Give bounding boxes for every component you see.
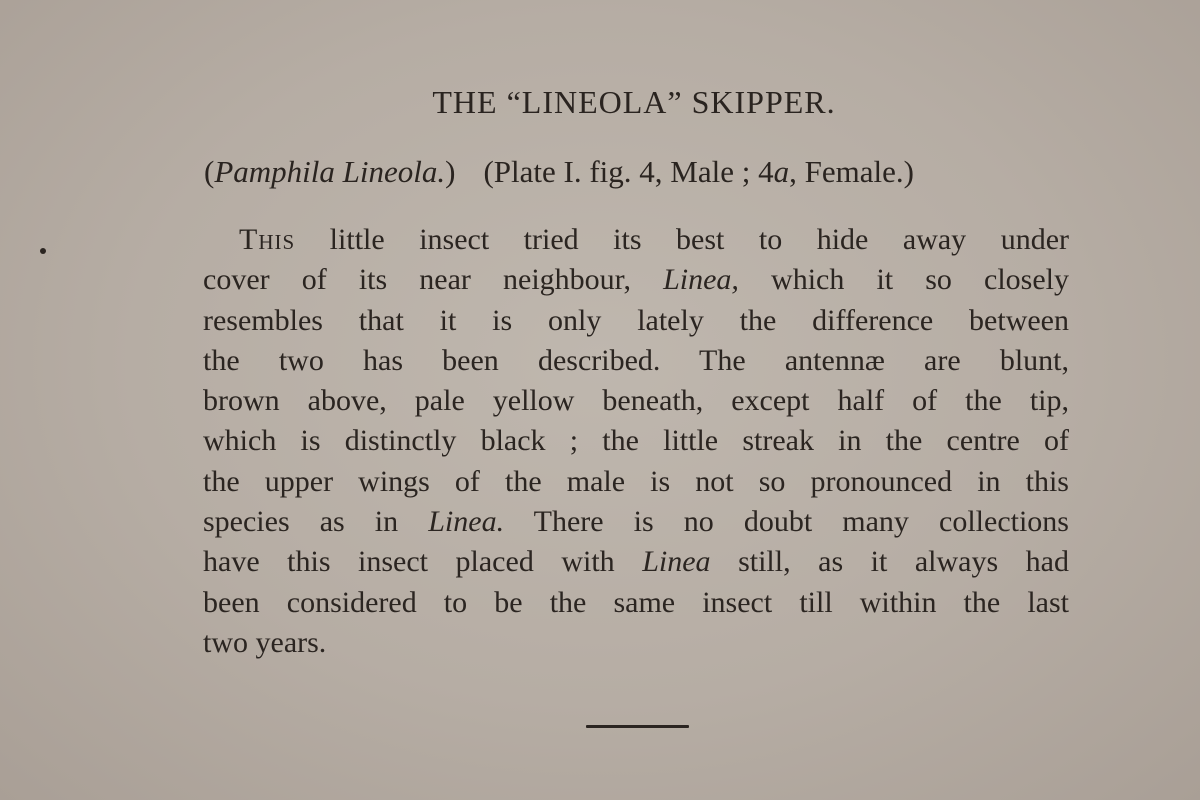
line-text: species as in (203, 505, 429, 539)
plate-reference-end: , Female.) (789, 154, 914, 189)
text-line: brown above, pale yellow beneath, except half of the tip, (203, 384, 1069, 418)
italic-term: Linea. (428, 505, 505, 539)
line-text: have this insect placed with (203, 545, 643, 579)
line-text: cover of its near neighbour, (203, 263, 664, 297)
text-line: which is distinctly black ; the little streak in the centre of (203, 424, 1069, 458)
text-line (203, 220, 1069, 260)
body-paragraph (203, 220, 1069, 663)
text-line: resembles that it is only lately the difference between (203, 303, 1069, 337)
text-line (203, 502, 1069, 542)
page-title: THE “LINEOLA” SKIPPER. (432, 84, 836, 120)
line-text: still, as it always had (710, 545, 1069, 579)
species-subtitle (204, 154, 914, 190)
species-close-paren: ) (445, 154, 456, 189)
species-name: Pamphila Lineola. (214, 154, 446, 189)
text-line: the two has been described. The antennæ are blunt, (203, 343, 1069, 377)
text-line: the upper wings of the male is not so pronounced in this (203, 464, 1069, 498)
italic-term: Linea, (663, 263, 739, 297)
drop-word: This (239, 223, 296, 256)
text-line (203, 542, 1069, 582)
section-divider-rule (586, 725, 689, 728)
line-text: little insect tried its best to hide away under (295, 223, 1069, 256)
line-text: which it so closely (738, 263, 1069, 297)
plate-reference-italic: a (773, 154, 790, 189)
text-line: been considered to be the same insect till within the last (203, 585, 1069, 619)
text-line: two years. (203, 625, 327, 659)
species-open-paren: ( (204, 154, 215, 189)
plate-reference-start: (Plate I. fig. 4, Male ; 4 (483, 154, 774, 189)
plate-reference (483, 154, 913, 189)
text-line (203, 260, 1069, 300)
line-text: There is no doubt many collections (504, 505, 1069, 539)
italic-term: Linea (642, 545, 711, 579)
ink-speck (40, 248, 46, 254)
